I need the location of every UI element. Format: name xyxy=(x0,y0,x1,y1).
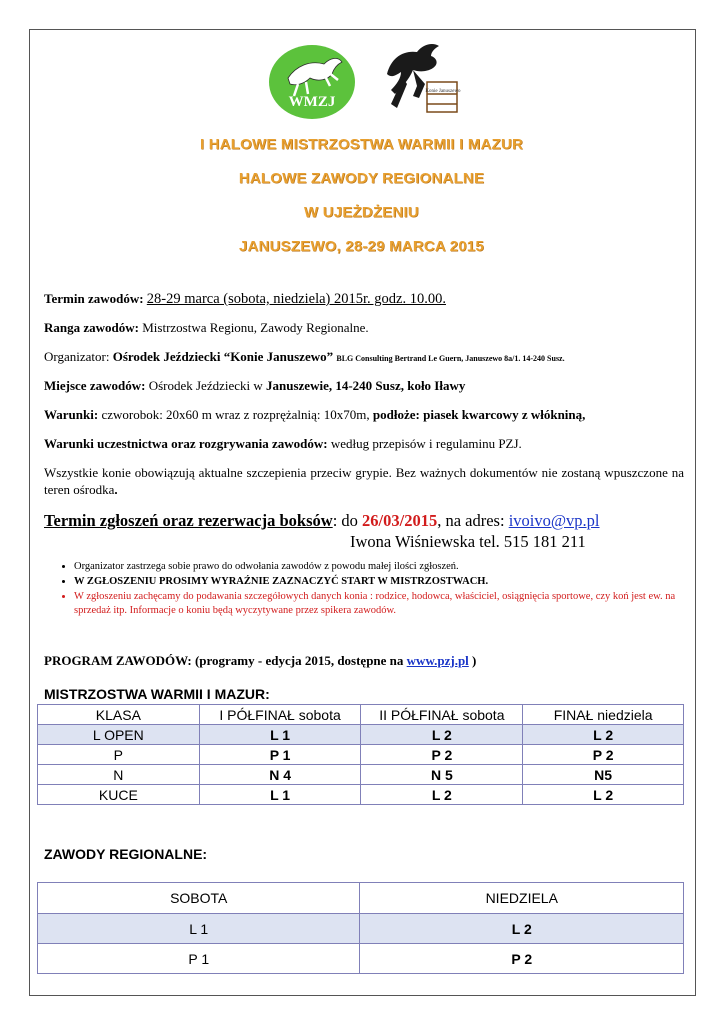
table-cell: P xyxy=(38,745,200,765)
termin-value: 28-29 marca (sobota, niedziela) 2015r. godz. 10.00. xyxy=(146,291,446,307)
wmzj-logo xyxy=(268,44,356,120)
program-line xyxy=(44,652,684,669)
program-label: PROGRAM ZAWODÓW: (programy - edycja 2015, dostępne na xyxy=(44,653,404,668)
zgloszenia-adres: , na adres: xyxy=(437,511,505,530)
podloze-value: piasek kwarcowy z włókniną, xyxy=(423,407,586,422)
table-cell: N xyxy=(38,765,200,785)
termin-label: Termin zawodów: xyxy=(44,291,144,306)
table-cell: P 2 xyxy=(361,745,523,765)
table-cell: P 2 xyxy=(523,745,684,765)
table-header-cell: SOBOTA xyxy=(38,883,360,914)
miejsce-bold: Januszewie, 14-240 Susz, koło Iławy xyxy=(266,378,466,393)
organizator-name: Ośrodek Jeździecki “Konie Januszewo” xyxy=(112,349,334,364)
konie-logo-text: Konie Januszewo xyxy=(425,89,461,94)
table-row xyxy=(38,944,684,974)
mistrzostwa-table xyxy=(37,704,684,805)
table-cell: L 1 xyxy=(199,785,361,805)
program-close: ) xyxy=(472,653,477,668)
table-cell: L 1 xyxy=(199,725,361,745)
table-cell: L 2 xyxy=(523,725,684,745)
ranga-label: Ranga zawodów: xyxy=(44,320,139,335)
warunki-label: Warunki: xyxy=(44,407,99,422)
title-line-2: HALOWE ZAWODY REGIONALNE xyxy=(238,170,485,187)
table-cell: L 2 xyxy=(361,785,523,805)
uczestnictwa-label: Warunki uczestnictwa oraz rozgrywania zawodów: xyxy=(44,436,328,451)
table-row xyxy=(38,785,684,805)
note-item: • W zgłoszeniu zachęcamy do podawania szczegółowych danych konia : rodzice, hodowca, właściciel, osiągnięcia sportowe, czy koń jest ew. na sprzedaż itp. Informacje o koniu będą wyczytywane przez spikera zawodów. xyxy=(74,590,684,618)
table-cell: L 2 xyxy=(523,785,684,805)
regionalne-heading: ZAWODY REGIONALNE: xyxy=(44,846,208,862)
table-row xyxy=(38,725,684,745)
title-line-3: W UJEŻDŻENIU xyxy=(304,204,419,221)
title-line-4: JANUSZEWO, 28-29 MARCA 2015 xyxy=(239,238,484,255)
note-item: • Organizator zastrzega sobie prawo do odwołania zawodów z powodu małej ilości zgłoszeń. xyxy=(74,560,684,574)
table-header-cell: KLASA xyxy=(38,705,200,725)
note-item: • W ZGŁOSZENIU PROSIMY WYRAŹNIE ZAZNACZYĆ START W MISTRZOSTWACH. xyxy=(74,575,684,589)
table-row xyxy=(38,914,684,944)
pzj-link[interactable]: www.pzj.pl xyxy=(406,653,469,668)
organizator-line xyxy=(44,348,684,367)
table-cell: L 2 xyxy=(360,914,684,944)
szczepienia-text: Wszystkie konie obowiązują aktualne szczepienia przeciw grypie xyxy=(44,465,389,480)
zgloszenia-date: 26/03/2015 xyxy=(362,511,438,530)
warunki-line xyxy=(44,406,684,423)
table-cell: P 1 xyxy=(38,944,360,974)
table-cell: L 1 xyxy=(38,914,360,944)
mistrzostwa-heading: MISTRZOSTWA WARMII I MAZUR: xyxy=(44,686,270,702)
miejsce-line xyxy=(44,377,684,394)
podloze-label: podłoże: xyxy=(372,407,420,422)
table-header-cell: II PÓŁFINAŁ sobota xyxy=(361,705,523,725)
wmzj-logo-text: WMZJ xyxy=(288,94,336,110)
regionalne-table xyxy=(37,882,684,974)
uczestnictwa-line xyxy=(44,435,684,452)
organizator-label: Organizator: xyxy=(44,349,110,364)
table-header-cell: I PÓŁFINAŁ sobota xyxy=(199,705,361,725)
table-cell: L OPEN xyxy=(38,725,200,745)
table-cell: N5 xyxy=(523,765,684,785)
uczestnictwa-value: według przepisów i regulaminu PZJ. xyxy=(330,436,522,451)
table-cell: N 5 xyxy=(361,765,523,785)
warunki-value: czworobok: 20x60 m wraz z rozprężalnią: 10x70m, xyxy=(101,407,370,422)
ranga-value: Mistrzostwa Regionu, Zawody Regionalne. xyxy=(142,320,369,335)
szczepienia-rest: . Bez ważnych dokumentów nie zostaną wpuszczone na teren ośrodka xyxy=(44,465,684,497)
szczepienia-paragraph: Wszystkie konie obowiązują aktualne szczepienia przeciw grypie. Bez ważnych dokumentów nie zostaną wpuszczone na teren ośrodka. xyxy=(44,465,684,497)
termin-line xyxy=(44,290,684,308)
zgloszenia-label: Termin zgłoszeń oraz rezerwacja boksów xyxy=(44,511,333,530)
table-cell: KUCE xyxy=(38,785,200,805)
notes-list xyxy=(44,560,684,619)
table-row xyxy=(38,765,684,785)
table-cell: P 1 xyxy=(199,745,361,765)
zgloszenia-do: : do xyxy=(332,511,358,530)
table-cell: P 2 xyxy=(360,944,684,974)
table-header-row xyxy=(38,883,684,914)
zgloszenia-block xyxy=(44,510,684,552)
kontakt: Iwona Wiśniewska tel. 515 181 211 xyxy=(350,532,586,551)
table-cell: N 4 xyxy=(199,765,361,785)
konie-januszewo-logo xyxy=(373,38,465,118)
organizator-detail: BLG Consulting Bertrand Le Guern, Januszewo 8a/1. 14-240 Susz. xyxy=(336,354,565,363)
ranga-line xyxy=(44,319,684,336)
miejsce-label: Miejsce zawodów: xyxy=(44,378,146,393)
email-link[interactable]: ivoivo@vp.pl xyxy=(508,511,600,530)
table-cell: L 2 xyxy=(361,725,523,745)
title-line-1: I HALOWE MISTRZOSTWA WARMII I MAZUR xyxy=(199,136,524,153)
table-header-row xyxy=(38,705,684,725)
table-header-cell: NIEDZIELA xyxy=(360,883,684,914)
document-titles xyxy=(29,128,694,264)
table-header-cell: FINAŁ niedziela xyxy=(523,705,684,725)
table-row xyxy=(38,745,684,765)
miejsce-value: Ośrodek Jeździecki w xyxy=(148,378,263,393)
